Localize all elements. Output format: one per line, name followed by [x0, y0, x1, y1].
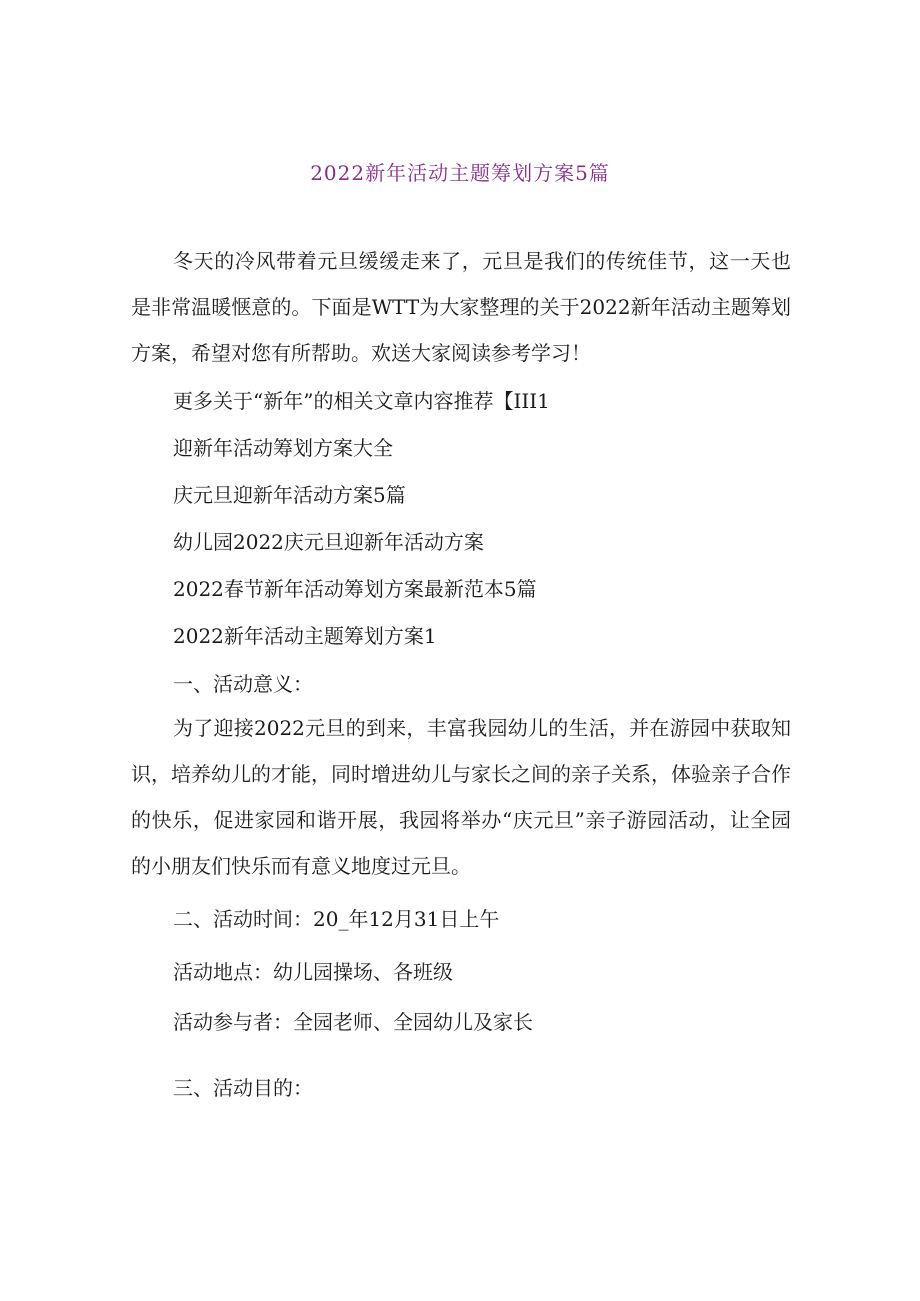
activity-participants: 活动参与者：全园老师、全园幼儿及家长 [173, 1010, 533, 1034]
related-link-1[interactable]: 迎新年活动筹划方案大全 [173, 436, 393, 460]
related-link-4[interactable]: 2022春节新年活动筹划方案最新范本5篇 [173, 577, 537, 601]
related-link-3[interactable]: 幼儿园2022庆元旦迎新年活动方案 [173, 530, 484, 554]
section-title: 2022新年活动主题筹划方案1 [173, 624, 437, 648]
heading-activity-meaning: 一、活动意义： [173, 672, 313, 696]
document-title: 2022新年活动主题筹划方案5篇 [310, 161, 610, 185]
meaning-paragraph: 为了迎接2022元旦的到来，丰富我园幼儿的生活，并在游园中获取知识，培养幼儿的才能，同时增进幼儿与家长之间的亲子关系，体验亲子合作的快乐，促进家园和谐开展，我园将举办“庆元旦”亲子游园活动，让全园的小朋友们快乐而有意义地度过元旦。 [131, 716, 791, 878]
related-link-2[interactable]: 庆元旦迎新年活动方案5篇 [173, 483, 406, 507]
intro-paragraph: 冬天的冷风带着元旦缓缓走来了，元旦是我们的传统佳节，这一天也是非常温暖惬意的。下面是WTT为大家整理的关于2022新年活动主题筹划方案，希望对您有所帮助。欢送大家阅读参考学习！ [131, 249, 791, 365]
related-heading: 更多关于“新年”的相关文章内容推荐【III1 [173, 389, 550, 413]
heading-activity-purpose: 三、活动目的： [173, 1076, 313, 1100]
heading-activity-time: 二、活动时间：20_年12月31日上午 [173, 907, 500, 931]
activity-location: 活动地点：幼儿园操场、各班级 [173, 960, 453, 984]
